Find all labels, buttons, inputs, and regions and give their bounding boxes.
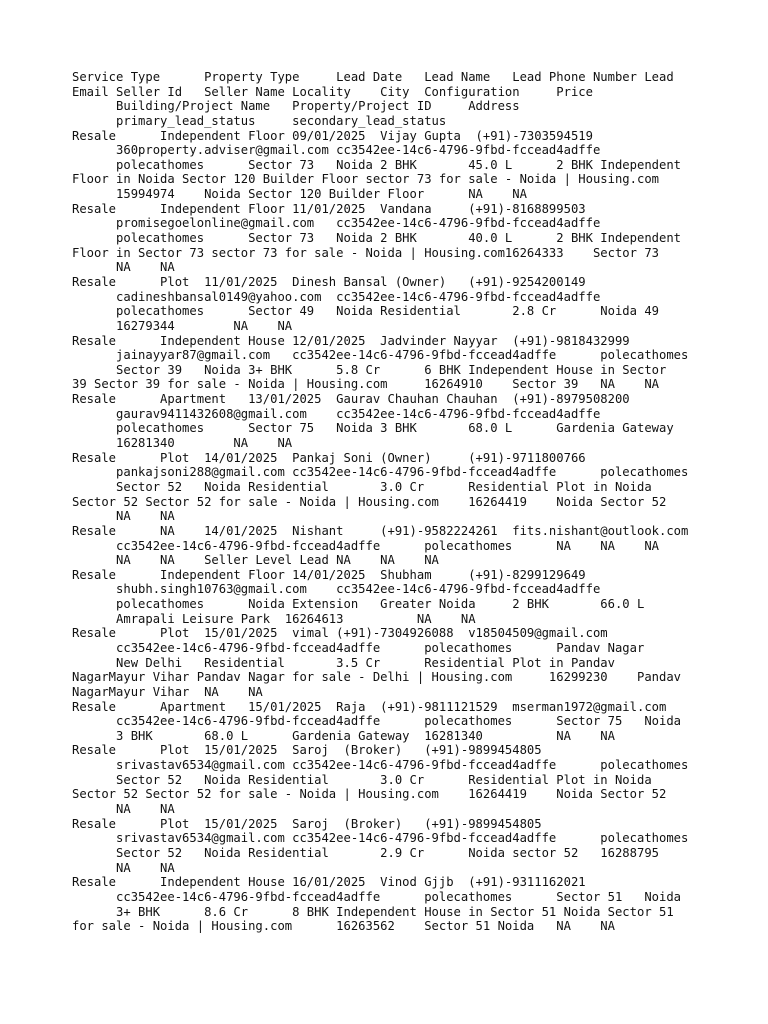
text-line: shubh.singh10763@gmail.com cc3542ee-14c6-4796-9fbd-fccead4adffe xyxy=(72,582,601,597)
text-line: cc3542ee-14c6-4796-9fbd-fccead4adffe polecathomes NA NA NA xyxy=(72,538,659,553)
text-line: jainayyar87@gmail.com cc3542ee-14c6-4796-9fbd-fccead4adffe polecathomes xyxy=(72,348,689,363)
text-line: polecathomes Sector 49 Noida Residential 2.8 Cr Noida 49 xyxy=(72,304,659,319)
text-line: Floor in Sector 73 sector 73 for sale - Noida | Housing.com16264333 Sector 73 xyxy=(72,245,659,260)
text-line: Resale NA 14/01/2025 Nishant (+91)-9582224261 fits.nishant@outlook.com xyxy=(72,523,689,538)
text-line: for sale - Noida | Housing.com 16263562 Sector 51 Noida NA NA xyxy=(72,919,615,934)
text-line: NA NA xyxy=(72,509,175,524)
text-line: 16281340 NA NA xyxy=(72,436,293,451)
lead-export-text xyxy=(72,70,722,934)
text-line: Resale Independent Floor 14/01/2025 Shubham (+91)-8299129649 xyxy=(72,567,586,582)
text-line: Sector 52 Noida Residential 3.0 Cr Residential Plot in Noida xyxy=(72,772,652,787)
text-line: 360property.adviser@gmail.com cc3542ee-14c6-4796-9fbd-fccead4adffe xyxy=(72,143,601,158)
text-line: primary_lead_status secondary_lead_status xyxy=(72,113,447,128)
text-line: Amrapali Leisure Park 16264613 NA NA xyxy=(72,611,476,626)
text-line: NagarMayur Vihar NA NA xyxy=(72,684,263,699)
text-line: Resale Independent House 12/01/2025 Jadvinder Nayyar (+91)-9818432999 xyxy=(72,333,630,348)
text-line: Sector 52 Noida Residential 2.9 Cr Noida sector 52 16288795 xyxy=(72,845,659,860)
text-line: Resale Independent Floor 11/01/2025 Vandana (+91)-8168899503 xyxy=(72,201,586,216)
text-line: polecathomes Sector 73 Noida 2 BHK 40.0 L 2 BHK Independent xyxy=(72,231,682,246)
text-line: New Delhi Residential 3.5 Cr Residential Plot in Pandav xyxy=(72,655,615,670)
text-line: Sector 52 Noida Residential 3.0 Cr Residential Plot in Noida xyxy=(72,479,652,494)
text-line: srivastav6534@gmail.com cc3542ee-14c6-4796-9fbd-fccead4adffe polecathomes xyxy=(72,758,689,773)
text-line: Resale Independent House 16/01/2025 Vinod Gjjb (+91)-9311162021 xyxy=(72,875,586,890)
text-line: polecathomes Sector 73 Noida 2 BHK 45.0 L 2 BHK Independent xyxy=(72,157,682,172)
text-line: gaurav9411432608@gmail.com cc3542ee-14c6-4796-9fbd-fccead4adffe xyxy=(72,406,601,421)
text-line: promisegoelonline@gmail.com cc3542ee-14c6-4796-9fbd-fccead4adffe xyxy=(72,216,601,231)
text-line: Sector 52 Sector 52 for sale - Noida | Housing.com 16264419 Noida Sector 52 xyxy=(72,494,667,509)
text-line: Resale Independent Floor 09/01/2025 Vijay Gupta (+91)-7303594519 xyxy=(72,128,593,143)
text-line: cadineshbansal0149@yahoo.com cc3542ee-14c6-4796-9fbd-fccead4adffe xyxy=(72,289,601,304)
text-line: pankajsoni288@gmail.com cc3542ee-14c6-4796-9fbd-fccead4adffe polecathomes xyxy=(72,465,689,480)
text-line: Floor in Noida Sector 120 Builder Floor sector 73 for sale - Noida | Housing.com xyxy=(72,172,659,187)
text-line: polecathomes Sector 75 Noida 3 BHK 68.0 L Gardenia Gateway xyxy=(72,421,674,436)
text-line: Sector 39 Noida 3+ BHK 5.8 Cr 6 BHK Independent House in Sector xyxy=(72,362,667,377)
text-line: cc3542ee-14c6-4796-9fbd-fccead4adffe polecathomes Pandav Nagar xyxy=(72,640,645,655)
text-line: 3 BHK 68.0 L Gardenia Gateway 16281340 NA NA xyxy=(72,728,615,743)
text-line: NagarMayur Vihar Pandav Nagar for sale - Delhi | Housing.com 16299230 Pandav xyxy=(72,670,682,685)
text-line: Resale Plot 14/01/2025 Pankaj Soni (Owner) (+91)-9711800766 xyxy=(72,450,586,465)
text-line: 3+ BHK 8.6 Cr 8 BHK Independent House in Sector 51 Noida Sector 51 xyxy=(72,904,674,919)
text-line: Building/Project Name Property/Project ID Address xyxy=(72,99,520,114)
text-line: NA NA xyxy=(72,260,175,275)
text-line: Resale Plot 15/01/2025 vimal (+91)-7304926088 v18504509@gmail.com xyxy=(72,626,608,641)
text-line: Sector 52 Sector 52 for sale - Noida | Housing.com 16264419 Noida Sector 52 xyxy=(72,787,667,802)
text-line: Service Type Property Type Lead Date Lead Name Lead Phone Number Lead xyxy=(72,70,674,84)
text-line: 15994974 Noida Sector 120 Builder Floor NA NA xyxy=(72,187,527,202)
text-line: Resale Plot 15/01/2025 Saroj (Broker) (+91)-9899454805 xyxy=(72,743,542,758)
text-line: polecathomes Noida Extension Greater Noida 2 BHK 66.0 L xyxy=(72,597,645,612)
text-line: cc3542ee-14c6-4796-9fbd-fccead4adffe polecathomes Sector 75 Noida xyxy=(72,714,682,729)
text-line: 16279344 NA NA xyxy=(72,318,293,333)
text-line: Resale Plot 15/01/2025 Saroj (Broker) (+91)-9899454805 xyxy=(72,816,542,831)
text-line: NA NA Seller Level Lead NA NA NA xyxy=(72,553,439,568)
text-line: Resale Apartment 13/01/2025 Gaurav Chauhan Chauhan (+91)-8979508200 xyxy=(72,392,630,407)
text-line: NA NA xyxy=(72,860,175,875)
text-line: Resale Plot 11/01/2025 Dinesh Bansal (Owner) (+91)-9254200149 xyxy=(72,274,586,289)
text-line: NA NA xyxy=(72,802,175,817)
text-line: cc3542ee-14c6-4796-9fbd-fccead4adffe polecathomes Sector 51 Noida xyxy=(72,889,682,904)
text-line: Resale Apartment 15/01/2025 Raja (+91)-9811121529 mserman1972@gmail.com xyxy=(72,699,667,714)
text-line: Email Seller Id Seller Name Locality City Configuration Price xyxy=(72,84,593,99)
text-line: 39 Sector 39 for sale - Noida | Housing.com 16264910 Sector 39 NA NA xyxy=(72,377,659,392)
text-line: srivastav6534@gmail.com cc3542ee-14c6-4796-9fbd-fccead4adffe polecathomes xyxy=(72,831,689,846)
